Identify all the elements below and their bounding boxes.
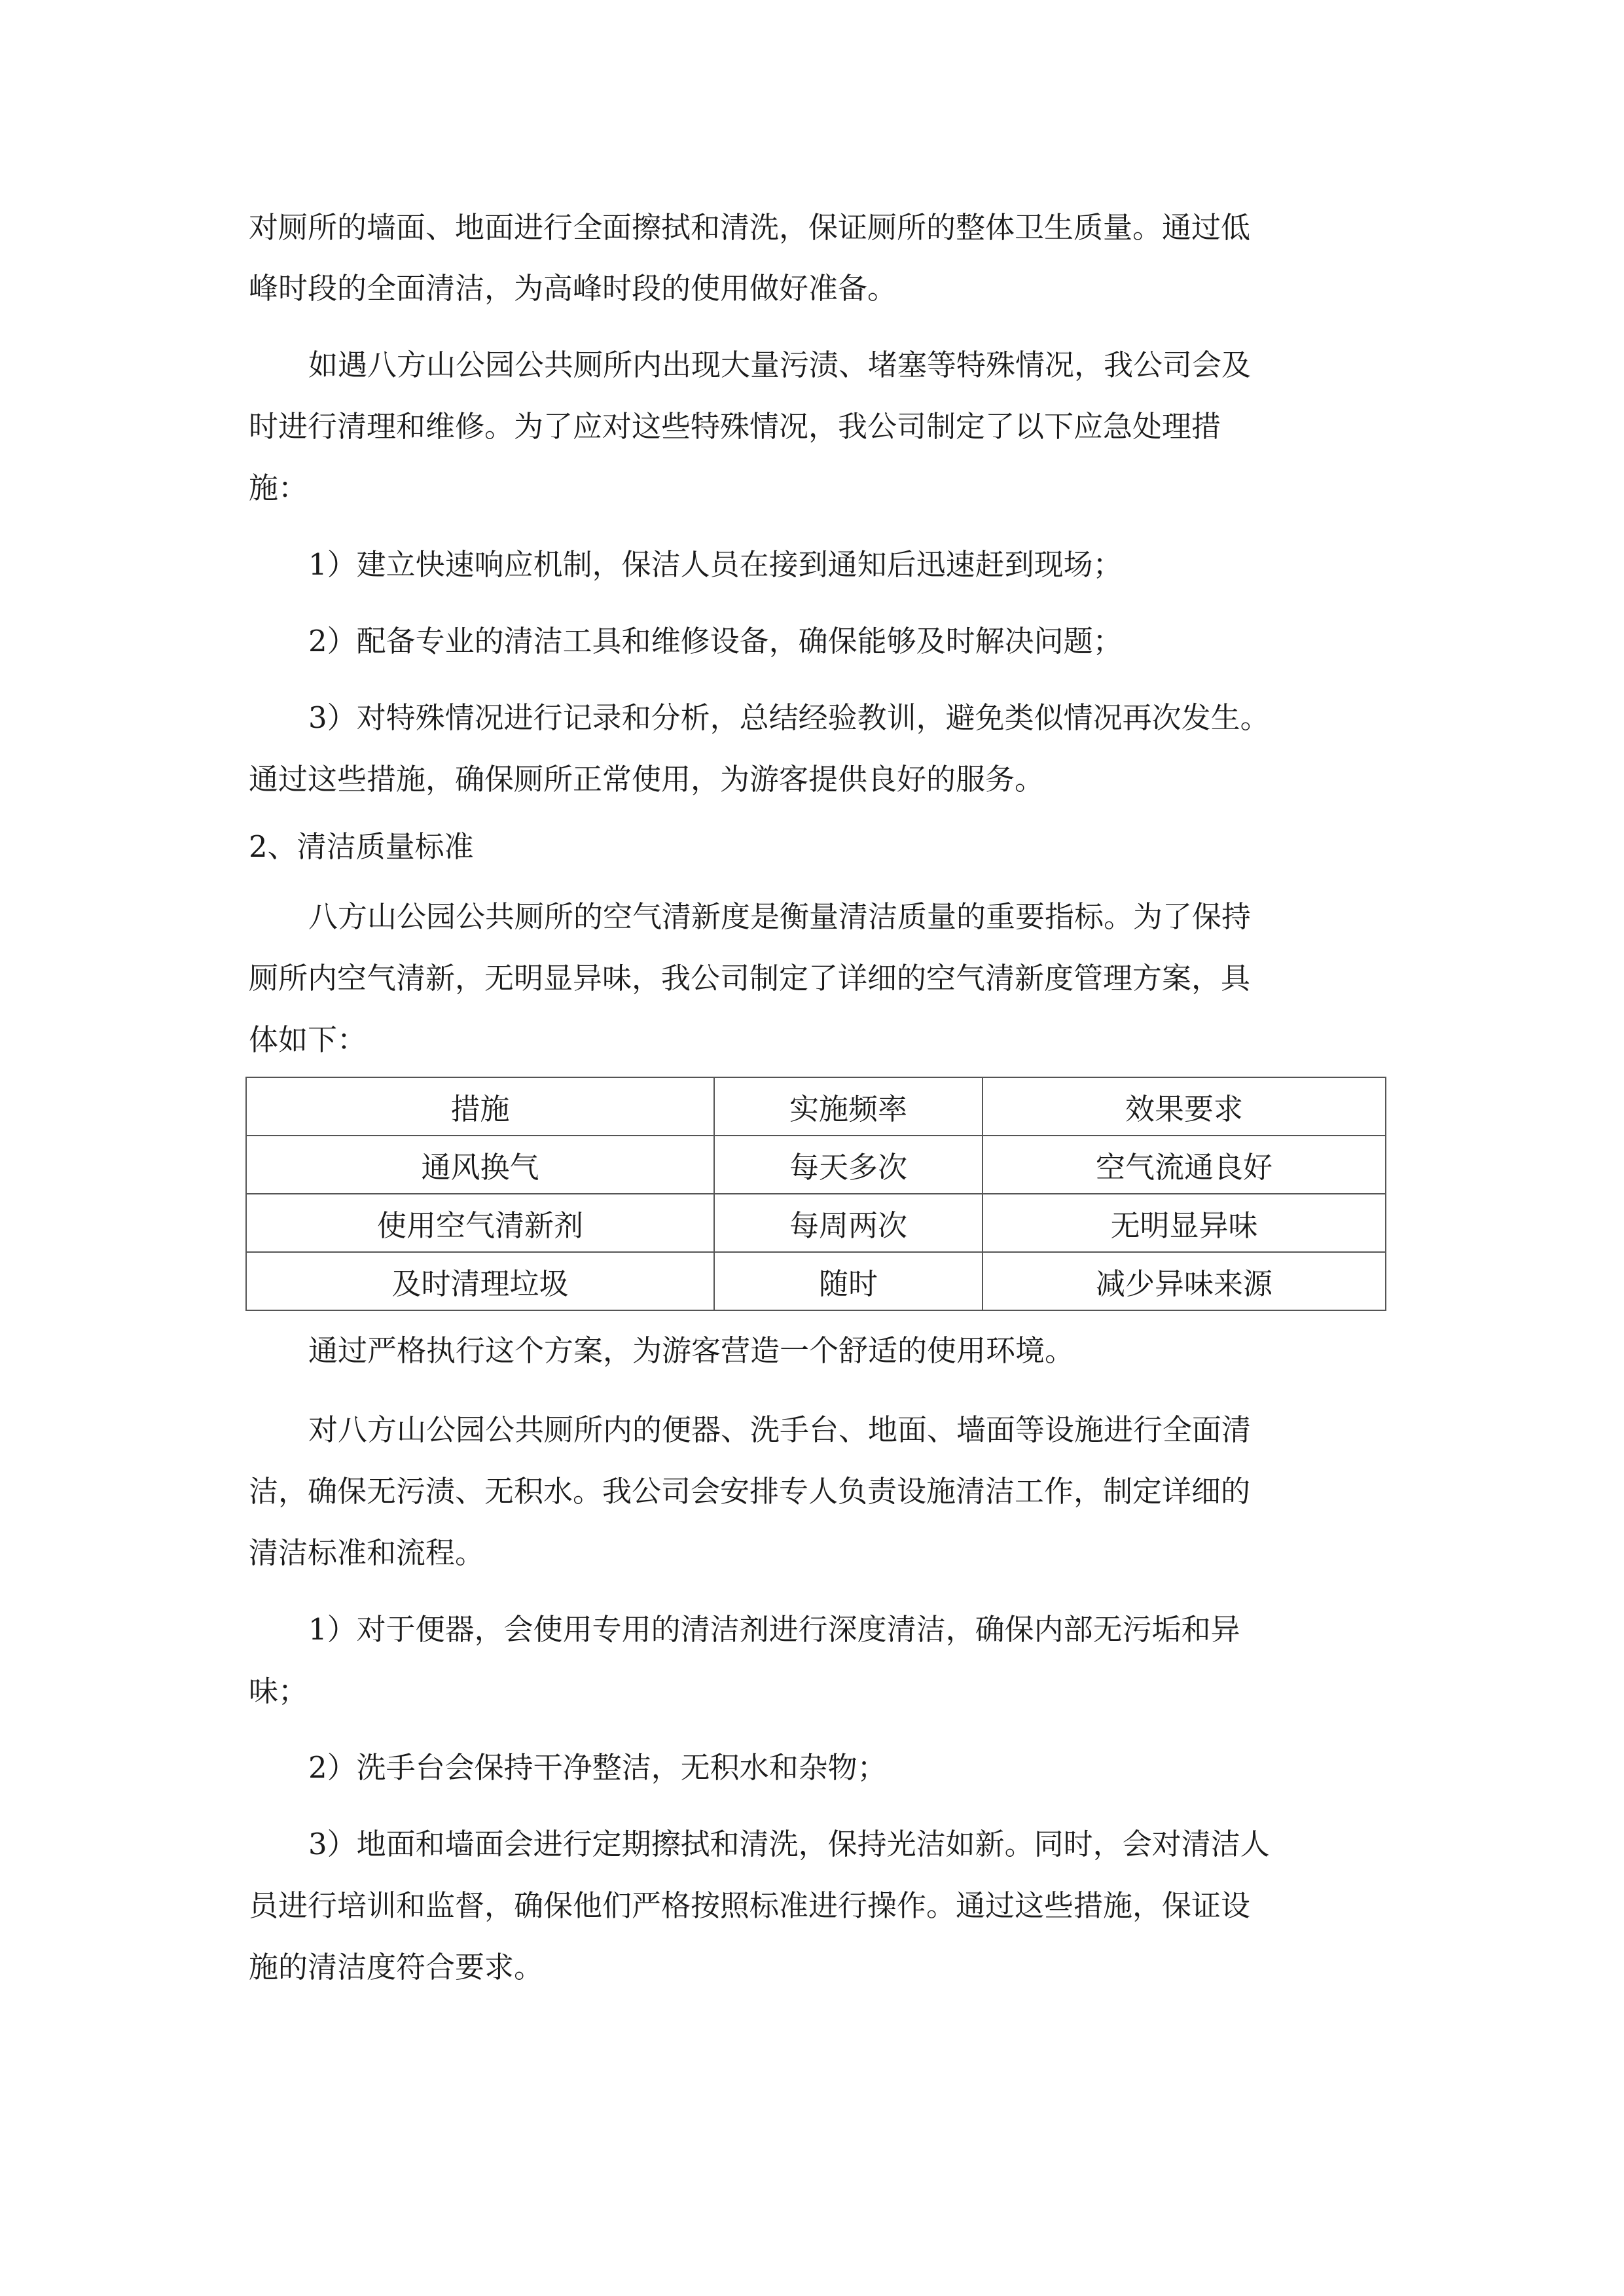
- table-cell: 随时: [714, 1252, 983, 1310]
- table-row: [246, 1136, 1386, 1194]
- table-row: [246, 1194, 1386, 1252]
- text-line: 通过这些措施，确保厕所正常使用，为游客提供良好的服务。: [249, 762, 1045, 797]
- text-line: 清洁标准和流程。: [249, 1535, 485, 1570]
- section-heading: 2、清洁质量标准: [249, 829, 474, 864]
- text-line: 厕所内空气清新，无明显异味，我公司制定了详细的空气清新度管理方案，具: [249, 961, 1251, 996]
- table-header-row: [246, 1077, 1386, 1136]
- text-line: 员进行培训和监督，确保他们严格按照标准进行操作。通过这些措施，保证设: [249, 1888, 1251, 1923]
- text-line: 施的清洁度符合要求。: [249, 1950, 544, 1984]
- table-cell: 每周两次: [714, 1194, 983, 1252]
- table-header-cell: 措施: [246, 1077, 714, 1136]
- list-item: 3）地面和墙面会进行定期擦拭和清洗，保持光洁如新。同时，会对清洁人: [308, 1827, 1270, 1861]
- table-cell: 每天多次: [714, 1136, 983, 1194]
- text-line: 峰时段的全面清洁，为高峰时段的使用做好准备。: [249, 271, 897, 306]
- table-cell: 空气流通良好: [983, 1136, 1386, 1194]
- text-line: 体如下：: [249, 1022, 367, 1057]
- list-item: 3）对特殊情况进行记录和分析，总结经验教训，避免类似情况再次发生。: [308, 700, 1270, 735]
- text-line: 施：: [249, 471, 308, 505]
- list-item: 2）配备专业的清洁工具和维修设备，确保能够及时解决问题；: [308, 624, 1123, 658]
- table-cell: 及时清理垃圾: [246, 1252, 714, 1310]
- text-line: 对厕所的墙面、地面进行全面擦拭和清洗，保证厕所的整体卫生质量。通过低: [249, 210, 1251, 245]
- table-cell: 通风换气: [246, 1136, 714, 1194]
- table-cell: 无明显异味: [983, 1194, 1386, 1252]
- text-line: 味；: [249, 1674, 308, 1708]
- list-item: 1）建立快速响应机制，保洁人员在接到通知后迅速赶到现场；: [308, 547, 1123, 582]
- list-item: 2）洗手台会保持干净整洁，无积水和杂物；: [308, 1750, 887, 1785]
- text-line: 时进行清理和维修。为了应对这些特殊情况，我公司制定了以下应急处理措: [249, 409, 1221, 444]
- air-freshness-table: [245, 1077, 1386, 1311]
- table-cell: 减少异味来源: [983, 1252, 1386, 1310]
- text-line: 通过严格执行这个方案，为游客营造一个舒适的使用环境。: [308, 1333, 1075, 1368]
- text-line: 如遇八方山公园公共厕所内出现大量污渍、堵塞等特殊情况，我公司会及: [308, 348, 1252, 382]
- text-line: 洁，确保无污渍、无积水。我公司会安排专人负责设施清洁工作，制定详细的: [249, 1474, 1251, 1509]
- table-header-cell: 实施频率: [714, 1077, 983, 1136]
- list-item: 1）对于便器，会使用专用的清洁剂进行深度清洁，确保内部无污垢和异: [308, 1612, 1240, 1647]
- table-row: [246, 1252, 1386, 1310]
- table-cell: 使用空气清新剂: [246, 1194, 714, 1252]
- text-line: 对八方山公园公共厕所内的便器、洗手台、地面、墙面等设施进行全面清: [308, 1412, 1252, 1447]
- text-line: 八方山公园公共厕所的空气清新度是衡量清洁质量的重要指标。为了保持: [308, 899, 1252, 934]
- table-header-cell: 效果要求: [983, 1077, 1386, 1136]
